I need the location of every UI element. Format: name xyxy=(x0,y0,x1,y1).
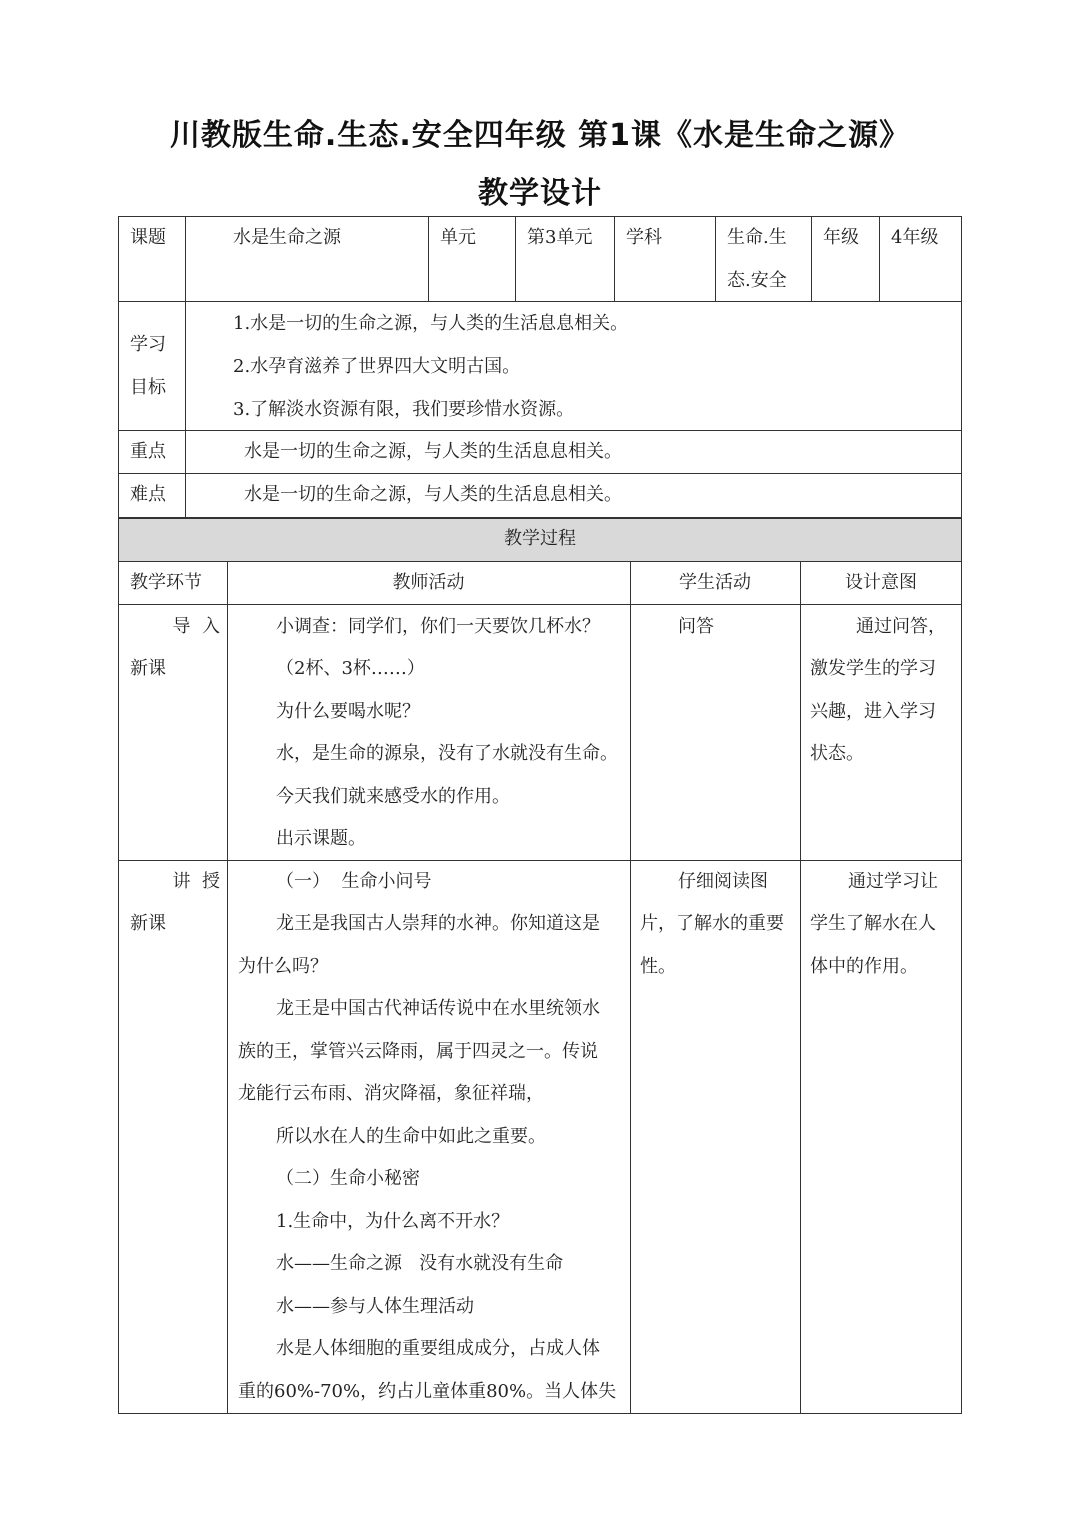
column-header-stage: 教学环节 xyxy=(130,572,202,593)
document-subtitle: 教学设计 xyxy=(478,176,602,211)
objective-item: 3.了解淡水资源有限，我们要珍惜水资源。 xyxy=(233,399,575,420)
column-header-intent: 设计意图 xyxy=(845,572,917,593)
teacher-line: 重的60%-70%，约占儿童体重80%。当人体失 xyxy=(238,1381,617,1402)
teacher-line: 族的王，掌管兴云降雨，属于四灵之一。传说 xyxy=(238,1041,598,1062)
grade-value: 4年级 xyxy=(891,227,939,248)
stage-label: 导 入 xyxy=(172,616,220,637)
intent-line: 学生了解水在人 xyxy=(810,913,936,934)
teacher-line: 龙王是我国古人崇拜的水神。你知道这是 xyxy=(276,913,600,934)
teacher-line: 水是人体细胞的重要组成成分，占成人体 xyxy=(276,1338,600,1359)
teacher-line: 龙王是中国古代神话传说中在水里统领水 xyxy=(276,998,600,1019)
topic-label: 课题 xyxy=(130,227,166,248)
teacher-line: 水——生命之源 没有水就没有生命 xyxy=(276,1253,564,1274)
subject-label: 学科 xyxy=(626,227,662,248)
teacher-line: 水——参与人体生理活动 xyxy=(276,1296,474,1317)
student-line: 性。 xyxy=(640,956,676,977)
student-line: 片，了解水的重要 xyxy=(640,913,784,934)
stage-label: 新课 xyxy=(130,658,166,679)
unit-value: 第3单元 xyxy=(527,227,593,248)
intent-line: 状态。 xyxy=(810,743,864,764)
teacher-line: 小调查：同学们，你们一天要饮几杯水？ xyxy=(276,616,600,637)
document-title: 川教版生命.生态.安全四年级 第1课《水是生命之源》 xyxy=(169,118,911,153)
teacher-line: 为什么要喝水呢？ xyxy=(276,701,420,722)
subject-value-line2: 态.安全 xyxy=(727,270,787,291)
stage-label: 新课 xyxy=(130,913,166,934)
objectives-label-line2: 目标 xyxy=(130,377,166,398)
intent-line: 通过学习让 xyxy=(848,871,938,892)
teacher-line: 1.生命中，为什么离不开水？ xyxy=(276,1211,510,1232)
process-header: 教学过程 xyxy=(504,528,576,549)
student-line: 仔细阅读图 xyxy=(678,871,768,892)
teacher-line: （2杯、3杯……） xyxy=(276,658,425,679)
teacher-line: 龙能行云布雨、消灾降福，象征祥瑞， xyxy=(238,1083,544,1104)
grade-label: 年级 xyxy=(823,227,859,248)
column-header-student: 学生活动 xyxy=(679,572,751,593)
intent-line: 通过问答， xyxy=(856,616,946,637)
student-line: 问答 xyxy=(678,616,714,637)
objective-item: 1.水是一切的生命之源，与人类的生活息息相关。 xyxy=(233,313,629,334)
teacher-line: 所以水在人的生命中如此之重要。 xyxy=(276,1126,546,1147)
key-point-label: 重点 xyxy=(130,441,166,462)
teacher-line: （一） 生命小问号 xyxy=(276,871,432,892)
intent-line: 体中的作用。 xyxy=(810,956,918,977)
topic-value: 水是生命之源 xyxy=(233,227,341,248)
objectives-label-line1: 学习 xyxy=(130,334,166,355)
difficulty-value: 水是一切的生命之源，与人类的生活息息相关。 xyxy=(244,484,622,505)
teacher-line: 今天我们就来感受水的作用。 xyxy=(276,786,510,807)
unit-label: 单元 xyxy=(440,227,476,248)
teacher-line: （二）生命小秘密 xyxy=(276,1168,420,1189)
intent-line: 兴趣，进入学习 xyxy=(810,701,936,722)
teacher-line: 出示课题。 xyxy=(276,828,366,849)
objective-item: 2.水孕育滋养了世界四大文明古国。 xyxy=(233,356,521,377)
column-header-teacher: 教师活动 xyxy=(392,572,465,593)
stage-label: 讲 授 xyxy=(172,871,220,892)
difficulty-label: 难点 xyxy=(130,484,166,505)
intent-line: 激发学生的学习 xyxy=(810,658,936,679)
teacher-line: 水，是生命的源泉，没有了水就没有生命。 xyxy=(276,743,618,764)
key-point-value: 水是一切的生命之源，与人类的生活息息相关。 xyxy=(244,441,622,462)
subject-value-line1: 生命.生 xyxy=(727,227,787,248)
teacher-line: 为什么吗？ xyxy=(238,956,328,977)
